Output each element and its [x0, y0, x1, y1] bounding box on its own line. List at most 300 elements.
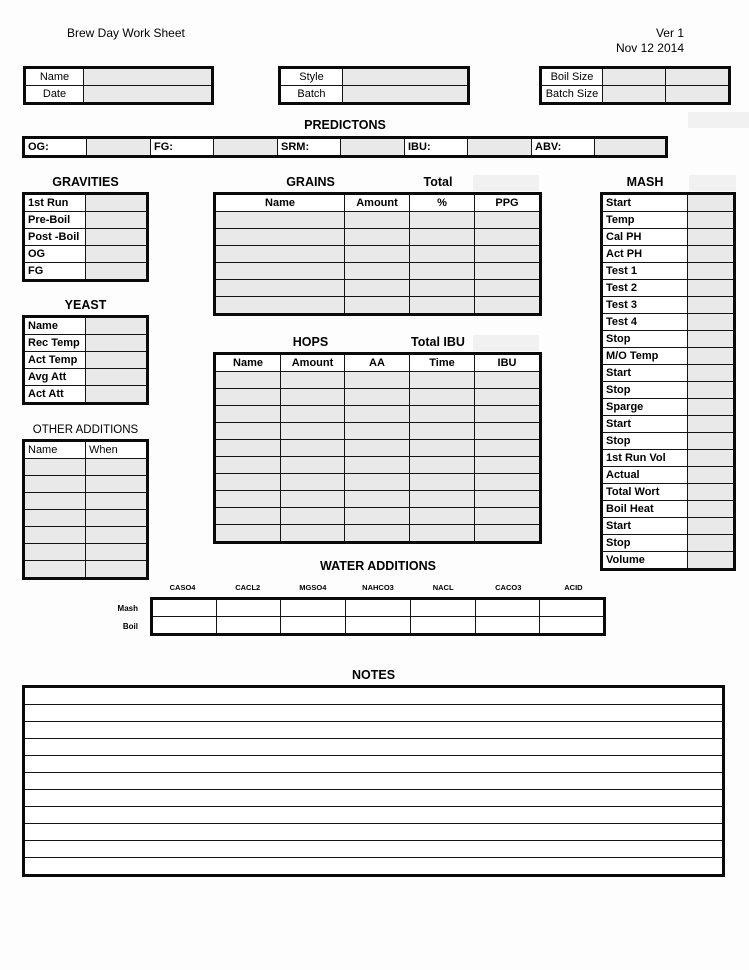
hop-ibu-cell[interactable]: [475, 389, 541, 406]
chemical-label: NACL: [432, 583, 454, 592]
mash-value-cell[interactable]: [688, 484, 735, 501]
chemical-label: CASO4: [169, 583, 196, 592]
mash-row: [602, 212, 735, 229]
hops-row: [215, 491, 541, 508]
field-value-cell[interactable]: [603, 86, 666, 104]
column-header: PPG: [475, 194, 541, 212]
mash-shaded-cell: [689, 175, 736, 191]
gravity-value-cell[interactable]: [86, 229, 148, 246]
column-header: When: [86, 441, 148, 459]
hop-aa-cell[interactable]: [345, 474, 410, 491]
field-label: Batch: [280, 86, 343, 104]
hop-aa-cell[interactable]: [345, 389, 410, 406]
field-value-cell[interactable]: [84, 86, 213, 104]
hop-aa-cell[interactable]: [345, 491, 410, 508]
field-label: Style: [280, 68, 343, 86]
gravities-row: [24, 229, 148, 246]
hop-time-cell[interactable]: [410, 389, 475, 406]
other-addition-row: [24, 493, 148, 510]
mash-step-label: Stop: [602, 331, 688, 348]
caso4-cell[interactable]: [152, 599, 217, 617]
notes-line[interactable]: [24, 807, 724, 824]
prediction-label: SRM:: [278, 138, 341, 157]
notes-line[interactable]: [24, 824, 724, 841]
yeast-row: [24, 369, 148, 386]
hop-ibu-cell[interactable]: [475, 372, 541, 389]
gravities-row: [24, 246, 148, 263]
grain-amount-cell[interactable]: [345, 280, 410, 297]
gravity-value-cell[interactable]: [86, 212, 148, 229]
grains-row: [215, 297, 541, 315]
mash-value-cell[interactable]: [688, 297, 735, 314]
hops-row: [215, 525, 541, 543]
addition-name-cell[interactable]: [24, 544, 86, 561]
hop-time-cell[interactable]: [410, 525, 475, 543]
yeast-title: YEAST: [64, 298, 107, 312]
mash-value-cell[interactable]: [688, 331, 735, 348]
info-row: [25, 68, 213, 86]
mash-row: [602, 331, 735, 348]
notes-line[interactable]: [24, 722, 724, 739]
hop-amount-cell[interactable]: [281, 423, 345, 440]
gravity-label: Post -Boil: [24, 229, 86, 246]
notes-line-row: [24, 756, 724, 773]
field-value-cell[interactable]: [84, 68, 213, 86]
mash-value-cell[interactable]: [688, 433, 735, 450]
cacl2-cell[interactable]: [216, 617, 281, 635]
mash-value-cell[interactable]: [688, 280, 735, 297]
hop-name-cell[interactable]: [215, 389, 281, 406]
hop-amount-cell[interactable]: [281, 440, 345, 457]
prediction-value-cell[interactable]: [87, 138, 151, 157]
info-row: [280, 86, 469, 104]
hops-row: [215, 457, 541, 474]
hop-name-cell[interactable]: [215, 423, 281, 440]
hops-row: [215, 423, 541, 440]
chemical-label: CACL2: [235, 583, 261, 592]
hops-row: [215, 372, 541, 389]
prediction-value-cell[interactable]: [214, 138, 278, 157]
grain-name-cell[interactable]: [215, 229, 345, 246]
hop-aa-cell[interactable]: [345, 406, 410, 423]
mash-step-label: Start: [602, 365, 688, 382]
grains-total-label: Total: [423, 175, 453, 189]
info-row: [280, 68, 469, 86]
mash-row: [602, 297, 735, 314]
mash-step-label: Stop: [602, 382, 688, 399]
mash-step-label: Test 4: [602, 314, 688, 331]
mash-value-cell[interactable]: [688, 501, 735, 518]
mash-row: [602, 552, 735, 570]
chemical-label: MGSO4: [299, 583, 327, 592]
hop-time-cell[interactable]: [410, 406, 475, 423]
mash-row: [602, 263, 735, 280]
grain-percent-cell[interactable]: [410, 229, 475, 246]
yeast-label: Act Att: [24, 386, 86, 404]
addition-name-cell[interactable]: [24, 510, 86, 527]
gravity-label: Pre-Boil: [24, 212, 86, 229]
mash-row: [602, 518, 735, 535]
other-additions-title: OTHER ADDITIONS: [32, 424, 139, 436]
addition-when-cell[interactable]: [86, 459, 148, 476]
mash-row: [602, 365, 735, 382]
hops-row: [215, 508, 541, 525]
mash-value-cell[interactable]: [688, 399, 735, 416]
predictions-bar: [22, 136, 668, 158]
gravity-value-cell[interactable]: [86, 263, 148, 281]
grain-amount-cell[interactable]: [345, 212, 410, 229]
mash-step-label: Boil Heat: [602, 501, 688, 518]
notes-line[interactable]: [24, 858, 724, 876]
hop-amount-cell[interactable]: [281, 508, 345, 525]
hop-name-cell[interactable]: [215, 457, 281, 474]
hop-ibu-cell[interactable]: [475, 457, 541, 474]
yeast-row: [24, 335, 148, 352]
hops-row: [215, 440, 541, 457]
mash-value-cell[interactable]: [688, 348, 735, 365]
mash-value-cell[interactable]: [688, 229, 735, 246]
yeast-label: Act Temp: [24, 352, 86, 369]
gravities-table: [22, 192, 149, 282]
hop-amount-cell[interactable]: [281, 389, 345, 406]
mash-row: [602, 416, 735, 433]
notes-line-row: [24, 807, 724, 824]
column-header: Name: [24, 441, 86, 459]
predictions-title: PREDICTONS: [304, 118, 386, 132]
mash-row: [602, 348, 735, 365]
notes-line[interactable]: [24, 756, 724, 773]
grain-name-cell[interactable]: [215, 263, 345, 280]
yeast-value-cell[interactable]: [86, 386, 148, 404]
field-value-cell-2[interactable]: [666, 86, 730, 104]
cacl2-cell[interactable]: [216, 599, 281, 617]
grains-total-cell[interactable]: [473, 175, 539, 191]
mash-value-cell[interactable]: [688, 263, 735, 280]
mash-step-label: 1st Run Vol: [602, 450, 688, 467]
mash-value-cell[interactable]: [688, 212, 735, 229]
hop-name-cell[interactable]: [215, 525, 281, 543]
grain-percent-cell[interactable]: [410, 280, 475, 297]
hop-time-cell[interactable]: [410, 440, 475, 457]
mash-step-label: Test 3: [602, 297, 688, 314]
water-additions-column-headers: [150, 583, 606, 592]
grain-amount-cell[interactable]: [345, 229, 410, 246]
mash-value-cell[interactable]: [688, 314, 735, 331]
grain-percent-cell[interactable]: [410, 212, 475, 229]
hops-header-row: [215, 354, 541, 372]
nacl-cell[interactable]: [410, 617, 475, 635]
chemical-label: ACID: [564, 583, 583, 592]
hop-aa-cell[interactable]: [345, 508, 410, 525]
other-addition-row: [24, 510, 148, 527]
caco3-cell[interactable]: [475, 617, 540, 635]
column-header: Name: [215, 354, 281, 372]
other-additions-header-row: [24, 441, 148, 459]
hop-ibu-cell[interactable]: [475, 491, 541, 508]
prediction-label: ABV:: [532, 138, 595, 157]
grain-name-cell[interactable]: [215, 297, 345, 315]
hop-aa-cell[interactable]: [345, 423, 410, 440]
notes-line-row: [24, 722, 724, 739]
hop-name-cell[interactable]: [215, 508, 281, 525]
notes-line-row: [24, 705, 724, 722]
mash-step-label: Start: [602, 194, 688, 212]
other-additions-table: [22, 439, 149, 580]
hop-aa-cell[interactable]: [345, 440, 410, 457]
hop-amount-cell[interactable]: [281, 406, 345, 423]
other-addition-row: [24, 527, 148, 544]
mash-row: [602, 535, 735, 552]
addition-when-cell[interactable]: [86, 476, 148, 493]
boil-batch-size-box: [539, 66, 731, 105]
predictions-row: [24, 138, 667, 157]
mash-row: [602, 501, 735, 518]
mash-row: [602, 314, 735, 331]
addition-name-cell[interactable]: [24, 561, 86, 579]
notes-line-row: [24, 824, 724, 841]
hop-amount-cell[interactable]: [281, 491, 345, 508]
addition-when-cell[interactable]: [86, 527, 148, 544]
mash-step-label: Test 1: [602, 263, 688, 280]
style-batch-box: [278, 66, 470, 105]
yeast-value-cell[interactable]: [86, 335, 148, 352]
mash-row: [602, 280, 735, 297]
grain-amount-cell[interactable]: [345, 246, 410, 263]
yeast-table: [22, 315, 149, 405]
column-header: AA: [345, 354, 410, 372]
addition-when-cell[interactable]: [86, 561, 148, 579]
grain-ppg-cell[interactable]: [475, 246, 541, 263]
notes-line[interactable]: [24, 790, 724, 807]
hop-time-cell[interactable]: [410, 457, 475, 474]
gravities-row: [24, 212, 148, 229]
hop-ibu-cell[interactable]: [475, 423, 541, 440]
acid-cell[interactable]: [540, 617, 605, 635]
hops-total-label: Total IBU: [411, 335, 465, 349]
page-title: Brew Day Work Sheet: [67, 26, 185, 40]
yeast-row: [24, 386, 148, 404]
mash-value-cell[interactable]: [688, 365, 735, 382]
gravity-label: OG: [24, 246, 86, 263]
hop-aa-cell[interactable]: [345, 525, 410, 543]
nahco3-cell[interactable]: [346, 599, 411, 617]
hop-amount-cell[interactable]: [281, 457, 345, 474]
mash-value-cell[interactable]: [688, 467, 735, 484]
addition-name-cell[interactable]: [24, 493, 86, 510]
hop-time-cell[interactable]: [410, 491, 475, 508]
mash-step-label: Start: [602, 518, 688, 535]
notes-line[interactable]: [24, 739, 724, 756]
hop-time-cell[interactable]: [410, 372, 475, 389]
mash-row: [602, 433, 735, 450]
addition-name-cell[interactable]: [24, 476, 86, 493]
notes-line-row: [24, 739, 724, 756]
column-header: Amount: [345, 194, 410, 212]
hops-row: [215, 474, 541, 491]
column-header: Time: [410, 354, 475, 372]
hop-name-cell[interactable]: [215, 440, 281, 457]
hop-ibu-cell[interactable]: [475, 525, 541, 543]
grain-ppg-cell[interactable]: [475, 280, 541, 297]
grains-row: [215, 229, 541, 246]
mash-row: [602, 450, 735, 467]
field-value-cell[interactable]: [343, 68, 469, 86]
yeast-row: [24, 352, 148, 369]
column-header: IBU: [475, 354, 541, 372]
grains-row: [215, 280, 541, 297]
field-label: Batch Size: [541, 86, 603, 104]
other-addition-row: [24, 544, 148, 561]
notes-line-row: [24, 841, 724, 858]
mash-row: [602, 484, 735, 501]
mgso4-cell[interactable]: [281, 599, 346, 617]
grains-row: [215, 212, 541, 229]
mash-value-cell[interactable]: [688, 382, 735, 399]
notes-line[interactable]: [24, 773, 724, 790]
notes-line-row: [24, 858, 724, 876]
field-label: Date: [25, 86, 84, 104]
gravity-value-cell[interactable]: [86, 246, 148, 263]
grain-amount-cell[interactable]: [345, 297, 410, 315]
mash-step-label: Total Wort: [602, 484, 688, 501]
mash-value-cell[interactable]: [688, 246, 735, 263]
version-label: Ver 1: [655, 26, 684, 40]
hop-amount-cell[interactable]: [281, 474, 345, 491]
notes-line-row: [24, 687, 724, 705]
grain-percent-cell[interactable]: [410, 297, 475, 315]
addition-when-cell[interactable]: [86, 544, 148, 561]
yeast-value-cell[interactable]: [86, 352, 148, 369]
water-additions-row: [152, 599, 605, 617]
water-additions-row-labels: [70, 600, 138, 635]
gravity-value-cell[interactable]: [86, 194, 148, 212]
water-row-label: Boil: [122, 621, 138, 631]
yeast-value-cell[interactable]: [86, 369, 148, 386]
water-row-label: Mash: [117, 604, 138, 613]
field-value-cell[interactable]: [603, 68, 666, 86]
grain-ppg-cell[interactable]: [475, 263, 541, 280]
hop-ibu-cell[interactable]: [475, 440, 541, 457]
grains-table: [213, 192, 542, 316]
caco3-cell[interactable]: [475, 599, 540, 617]
hops-table: [213, 352, 542, 544]
mash-value-cell[interactable]: [688, 518, 735, 535]
gravities-row: [24, 194, 148, 212]
hop-name-cell[interactable]: [215, 406, 281, 423]
mgso4-cell[interactable]: [281, 617, 346, 635]
addition-name-cell[interactable]: [24, 459, 86, 476]
version-block: [616, 26, 684, 56]
water-additions-row: [152, 617, 605, 635]
mash-step-label: Start: [602, 416, 688, 433]
info-row: [541, 68, 730, 86]
field-value-cell[interactable]: [343, 86, 469, 104]
hop-name-cell[interactable]: [215, 372, 281, 389]
date-label: Nov 12 2014: [615, 41, 684, 55]
notes-line[interactable]: [24, 841, 724, 858]
mash-step-label: Actual: [602, 467, 688, 484]
hop-ibu-cell[interactable]: [475, 406, 541, 423]
grain-name-cell[interactable]: [215, 212, 345, 229]
grain-percent-cell[interactable]: [410, 263, 475, 280]
prediction-value-cell[interactable]: [595, 138, 667, 157]
addition-when-cell[interactable]: [86, 510, 148, 527]
grain-name-cell[interactable]: [215, 246, 345, 263]
grain-ppg-cell[interactable]: [475, 229, 541, 246]
hop-time-cell[interactable]: [410, 474, 475, 491]
grain-ppg-cell[interactable]: [475, 297, 541, 315]
acid-cell[interactable]: [540, 599, 605, 617]
hops-total-cell[interactable]: [473, 335, 539, 351]
mash-value-cell[interactable]: [688, 416, 735, 433]
mash-step-label: Test 2: [602, 280, 688, 297]
mash-step-label: Temp: [602, 212, 688, 229]
hop-name-cell[interactable]: [215, 474, 281, 491]
grain-ppg-cell[interactable]: [475, 212, 541, 229]
notes-line-row: [24, 773, 724, 790]
mash-step-label: M/O Temp: [602, 348, 688, 365]
nahco3-cell[interactable]: [346, 617, 411, 635]
chemical-label: CACO3: [495, 583, 522, 592]
mash-row: [602, 399, 735, 416]
caso4-cell[interactable]: [152, 617, 217, 635]
grain-percent-cell[interactable]: [410, 246, 475, 263]
gravity-label: FG: [24, 263, 86, 281]
mash-step-label: Act PH: [602, 246, 688, 263]
yeast-label: Avg Att: [24, 369, 86, 386]
mash-value-cell[interactable]: [688, 535, 735, 552]
hop-amount-cell[interactable]: [281, 372, 345, 389]
grains-title: GRAINS: [286, 175, 335, 189]
mash-value-cell[interactable]: [688, 194, 735, 212]
field-value-cell-2[interactable]: [666, 68, 730, 86]
name-date-box: [23, 66, 214, 105]
notes-line[interactable]: [24, 687, 724, 705]
hop-aa-cell[interactable]: [345, 457, 410, 474]
hop-ibu-cell[interactable]: [475, 508, 541, 525]
grain-name-cell[interactable]: [215, 280, 345, 297]
mash-value-cell[interactable]: [688, 552, 735, 570]
hops-row: [215, 389, 541, 406]
hop-time-cell[interactable]: [410, 423, 475, 440]
field-label: Name: [25, 68, 84, 86]
prediction-value-cell[interactable]: [341, 138, 405, 157]
hop-ibu-cell[interactable]: [475, 474, 541, 491]
notes-line[interactable]: [24, 705, 724, 722]
prediction-value-cell[interactable]: [468, 138, 532, 157]
hops-title: HOPS: [292, 335, 329, 349]
hop-name-cell[interactable]: [215, 491, 281, 508]
grains-row: [215, 246, 541, 263]
addition-when-cell[interactable]: [86, 493, 148, 510]
hop-amount-cell[interactable]: [281, 525, 345, 543]
grain-amount-cell[interactable]: [345, 263, 410, 280]
column-header: %: [410, 194, 475, 212]
field-label: Boil Size: [541, 68, 603, 86]
hop-aa-cell[interactable]: [345, 372, 410, 389]
hops-row: [215, 406, 541, 423]
yeast-value-cell[interactable]: [86, 317, 148, 335]
grains-row: [215, 263, 541, 280]
mash-value-cell[interactable]: [688, 450, 735, 467]
column-header: Amount: [281, 354, 345, 372]
top-right-shaded-cell: [688, 112, 749, 128]
yeast-row: [24, 317, 148, 335]
mash-row: [602, 246, 735, 263]
addition-name-cell[interactable]: [24, 527, 86, 544]
hop-time-cell[interactable]: [410, 508, 475, 525]
nacl-cell[interactable]: [410, 599, 475, 617]
